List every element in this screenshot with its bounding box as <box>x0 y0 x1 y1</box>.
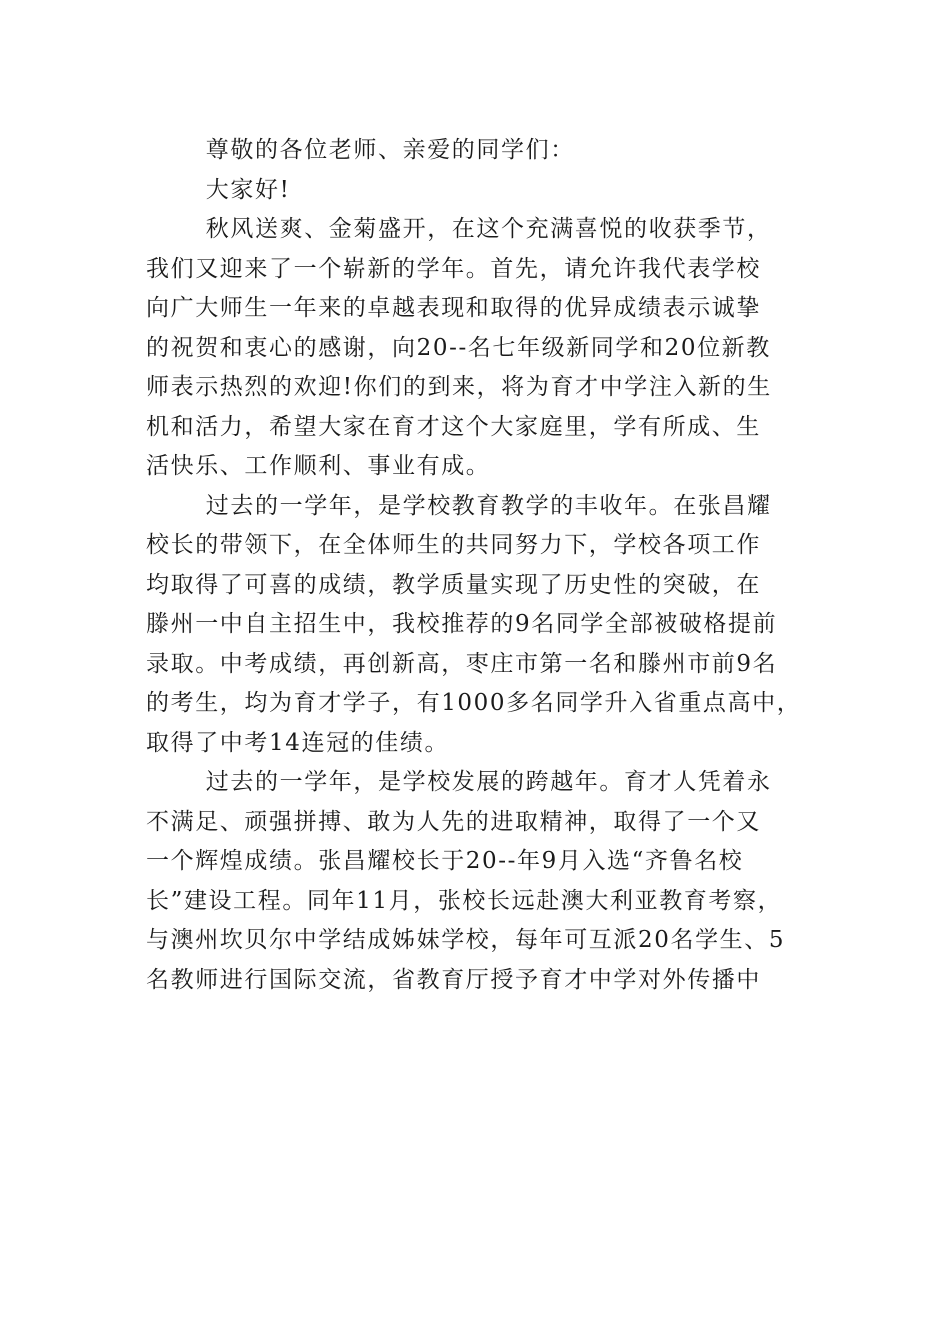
paragraph-line: 滕州一中自主招生中，我校推荐的9名同学全部被破格提前 <box>146 611 778 637</box>
paragraph-line: 机和活力，希望大家在育才这个大家庭里，学有所成、生 <box>146 413 761 440</box>
paragraph-line: 录取。中考成绩，再创新高，枣庄市第一名和滕州市前9名 <box>146 650 778 677</box>
paragraph-line: 向广大师生一年来的卓越表现和取得的优异成绩表示诚挚 <box>146 295 761 321</box>
paragraph-line: 与澳州坎贝尔中学结成姊妹学校，每年可互派20名学生、5 <box>146 927 786 953</box>
greeting-text: 大家好! <box>205 176 291 203</box>
paragraph-1-continuation <box>146 250 821 487</box>
salutation-line <box>146 131 821 171</box>
salutation-text: 尊敬的各位老师、亲爱的同学们： <box>205 137 575 163</box>
paragraph-line: 校长的带领下，在全体师生的共同努力下，学校各项工作 <box>146 532 761 558</box>
document-body <box>146 131 821 1000</box>
paragraph-3 <box>146 763 821 803</box>
paragraph-line: 过去的一学年，是学校发展的跨越年。育才人凭着永 <box>205 769 772 795</box>
paragraph-line: 的考生，均为育才学子，有1000多名同学升入省重点高中， <box>146 690 802 716</box>
paragraph-line: 秋风送爽、金菊盛开，在这个充满喜悦的收获季节， <box>205 216 772 242</box>
paragraph-line: 长”建设工程。同年11月，张校长远赴澳大利亚教育考察， <box>146 887 783 914</box>
paragraph-line: 过去的一学年，是学校教育教学的丰收年。在张昌耀 <box>205 492 772 519</box>
paragraph-line: 师表示热烈的欢迎!你们的到来，将为育才中学注入新的生 <box>146 374 772 400</box>
paragraph-1 <box>146 210 821 250</box>
paragraph-line: 一个辉煌成绩。张昌耀校长于20--年9月入选“齐鲁名校 <box>146 848 744 874</box>
paragraph-line: 不满足、顽强拼搏、敢为人先的进取精神，取得了一个又 <box>146 808 761 835</box>
greeting-line <box>146 171 821 211</box>
paragraph-3-continuation <box>146 803 821 1001</box>
paragraph-line: 我们又迎来了一个崭新的学年。首先，请允许我代表学校 <box>146 255 761 282</box>
paragraph-line: 均取得了可喜的成绩，教学质量实现了历史性的突破，在 <box>146 571 761 598</box>
paragraph-line: 活快乐、工作顺利、事业有成。 <box>146 453 491 479</box>
paragraph-2-continuation <box>146 526 821 763</box>
paragraph-line: 取得了中考14连冠的佳绩。 <box>146 729 450 756</box>
paragraph-line: 名教师进行国际交流，省教育厅授予育才中学对外传播中 <box>146 966 761 993</box>
paragraph-2 <box>146 487 821 527</box>
paragraph-line: 的祝贺和衷心的感谢，向20--名七年级新同学和20位新教 <box>146 334 771 361</box>
